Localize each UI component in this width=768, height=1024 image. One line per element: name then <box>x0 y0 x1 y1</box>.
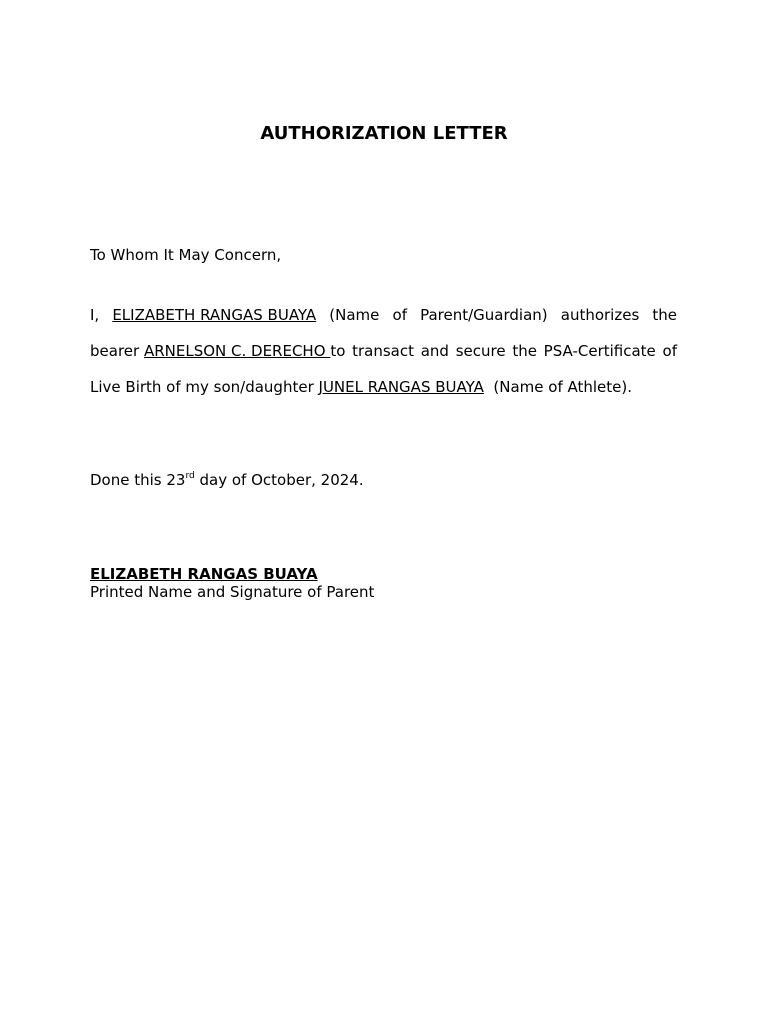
body-text: Live Birth of my son/daughter <box>90 378 314 396</box>
parent-name-field: ELIZABETH RANGAS BUAYA <box>112 306 317 324</box>
body-word: the <box>652 306 677 324</box>
body-word: Parent/Guardian) <box>420 306 548 324</box>
body-line-3 <box>90 377 677 397</box>
body-word: and <box>420 342 449 360</box>
body-text: (Name of Athlete). <box>493 378 633 396</box>
body-line-1 <box>90 305 677 325</box>
document-title: AUTHORIZATION LETTER <box>260 123 508 144</box>
signature-caption: Printed Name and Signature of Parent <box>90 583 375 601</box>
body-word: I, <box>90 306 100 324</box>
date-prefix: Done this 23 <box>90 471 186 489</box>
body-word: of <box>392 306 407 324</box>
body-word: the <box>512 342 537 360</box>
body-word: bearer ARNELSON C. DERECHO to <box>90 342 346 360</box>
body-word: secure <box>455 342 506 360</box>
body-word: transact <box>352 342 414 360</box>
body-word: of <box>662 342 677 360</box>
body-word: PSA-Certificate <box>543 342 656 360</box>
date-line <box>90 470 677 490</box>
date-ordinal: rd <box>185 471 195 481</box>
signature-name: ELIZABETH RANGAS BUAYA <box>90 565 318 583</box>
body-word: authorizes <box>560 306 640 324</box>
athlete-name-field: JUNEL RANGAS BUAYA <box>318 378 484 396</box>
salutation: To Whom It May Concern, <box>90 246 282 264</box>
date-suffix: day of October, 2024. <box>194 471 364 489</box>
body-line-2 <box>90 341 677 361</box>
bearer-name-field: ARNELSON C. DERECHO <box>143 342 326 360</box>
body-word: (Name <box>329 306 380 324</box>
